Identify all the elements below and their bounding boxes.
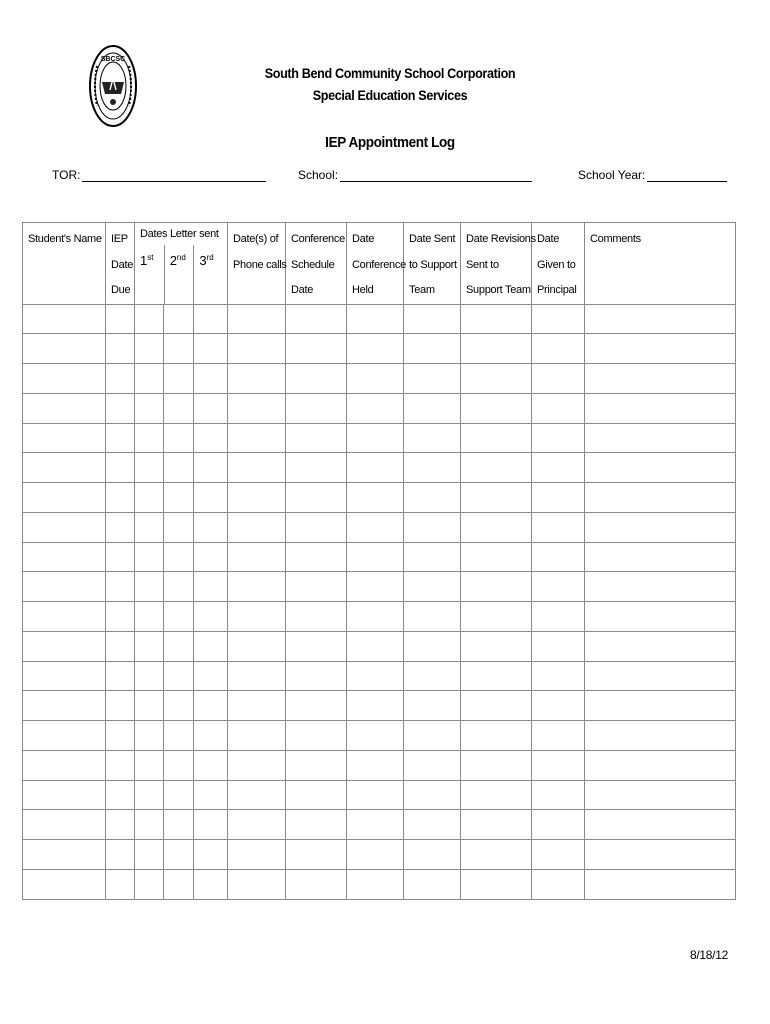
- cell-phone-calls[interactable]: [228, 810, 286, 840]
- cell-sent-support[interactable]: [404, 304, 461, 334]
- cell-letter-3rd[interactable]: [194, 721, 228, 751]
- cell-letter-1st[interactable]: [135, 810, 164, 840]
- cell-letter-3rd[interactable]: [194, 840, 228, 870]
- cell-letter-3rd[interactable]: [194, 602, 228, 632]
- cell-iep-date-due[interactable]: [106, 810, 135, 840]
- cell-letter-1st[interactable]: [135, 691, 164, 721]
- cell-comments[interactable]: [585, 542, 736, 572]
- cell-letter-3rd[interactable]: [194, 364, 228, 394]
- cell-letter-1st[interactable]: [135, 869, 164, 899]
- cell-conference-held[interactable]: [347, 840, 404, 870]
- cell-conference-held[interactable]: [347, 542, 404, 572]
- cell-revisions[interactable]: [461, 721, 532, 751]
- cell-conference-schedule[interactable]: [286, 334, 347, 364]
- cell-conference-held[interactable]: [347, 631, 404, 661]
- col-letter-2nd: 2nd: [164, 245, 194, 304]
- table-row: [23, 364, 736, 394]
- cell-sent-support[interactable]: [404, 334, 461, 364]
- cell-conference-held[interactable]: [347, 423, 404, 453]
- cell-letter-1st[interactable]: [135, 483, 164, 513]
- cell-given-principal[interactable]: [532, 483, 585, 513]
- cell-given-principal[interactable]: [532, 661, 585, 691]
- table-row: [23, 750, 736, 780]
- cell-comments[interactable]: [585, 423, 736, 453]
- cell-conference-schedule[interactable]: [286, 423, 347, 453]
- cell-revisions[interactable]: [461, 840, 532, 870]
- cell-iep-date-due[interactable]: [106, 572, 135, 602]
- cell-phone-calls[interactable]: [228, 840, 286, 870]
- table-row: [23, 721, 736, 751]
- cell-given-principal[interactable]: [532, 810, 585, 840]
- cell-student-name[interactable]: [23, 810, 106, 840]
- cell-revisions[interactable]: [461, 631, 532, 661]
- cell-letter-2nd[interactable]: [164, 572, 194, 602]
- table-row: [23, 542, 736, 572]
- cell-conference-held[interactable]: [347, 810, 404, 840]
- cell-comments[interactable]: [585, 483, 736, 513]
- cell-letter-1st[interactable]: [135, 423, 164, 453]
- cell-given-principal[interactable]: [532, 602, 585, 632]
- cell-student-name[interactable]: [23, 750, 106, 780]
- cell-iep-date-due[interactable]: [106, 691, 135, 721]
- cell-letter-1st[interactable]: [135, 393, 164, 423]
- cell-given-principal[interactable]: [532, 304, 585, 334]
- cell-sent-support[interactable]: [404, 631, 461, 661]
- cell-letter-3rd[interactable]: [194, 869, 228, 899]
- cell-conference-held[interactable]: [347, 393, 404, 423]
- cell-student-name[interactable]: [23, 691, 106, 721]
- table-row: [23, 572, 736, 602]
- cell-conference-held[interactable]: [347, 512, 404, 542]
- cell-phone-calls[interactable]: [228, 572, 286, 602]
- cell-given-principal[interactable]: [532, 512, 585, 542]
- cell-letter-2nd[interactable]: [164, 393, 194, 423]
- cell-conference-held[interactable]: [347, 661, 404, 691]
- school-label: School:: [298, 168, 339, 182]
- cell-letter-2nd[interactable]: [164, 364, 194, 394]
- cell-sent-support[interactable]: [404, 423, 461, 453]
- col-letter-1st: 1st: [140, 253, 154, 268]
- cell-sent-support[interactable]: [404, 780, 461, 810]
- cell-revisions[interactable]: [461, 542, 532, 572]
- cell-iep-date-due[interactable]: [106, 721, 135, 751]
- cell-revisions[interactable]: [461, 453, 532, 483]
- cell-conference-held[interactable]: [347, 364, 404, 394]
- cell-sent-support[interactable]: [404, 840, 461, 870]
- cell-sent-support[interactable]: [404, 453, 461, 483]
- col-phone-calls: Date(s) of Phone calls: [228, 223, 286, 305]
- cell-letter-1st[interactable]: [135, 631, 164, 661]
- cell-letter-2nd[interactable]: [164, 810, 194, 840]
- cell-letter-1st[interactable]: [135, 572, 164, 602]
- cell-phone-calls[interactable]: [228, 483, 286, 513]
- cell-revisions[interactable]: [461, 304, 532, 334]
- table-row: [23, 453, 736, 483]
- tor-field: [52, 168, 266, 182]
- school-seal-icon: [88, 44, 138, 128]
- cell-iep-date-due[interactable]: [106, 840, 135, 870]
- cell-conference-schedule[interactable]: [286, 483, 347, 513]
- cell-conference-schedule[interactable]: [286, 780, 347, 810]
- table-row: [23, 661, 736, 691]
- cell-letter-1st[interactable]: [135, 721, 164, 751]
- cell-phone-calls[interactable]: [228, 423, 286, 453]
- cell-letter-3rd[interactable]: [194, 810, 228, 840]
- cell-phone-calls[interactable]: [228, 721, 286, 751]
- table-row: [23, 691, 736, 721]
- cell-letter-1st[interactable]: [135, 840, 164, 870]
- cell-phone-calls[interactable]: [228, 512, 286, 542]
- col-date-conference-held: Date Conference Held: [347, 223, 404, 305]
- cell-iep-date-due[interactable]: [106, 631, 135, 661]
- cell-comments[interactable]: [585, 780, 736, 810]
- col-student-name: Student's Name: [23, 223, 106, 305]
- cell-sent-support[interactable]: [404, 572, 461, 602]
- cell-conference-schedule[interactable]: [286, 810, 347, 840]
- cell-letter-1st[interactable]: [135, 453, 164, 483]
- cell-student-name[interactable]: [23, 572, 106, 602]
- cell-phone-calls[interactable]: [228, 364, 286, 394]
- department-name: Special Education Services: [312, 87, 468, 103]
- cell-letter-2nd[interactable]: [164, 661, 194, 691]
- cell-conference-schedule[interactable]: [286, 364, 347, 394]
- cell-phone-calls[interactable]: [228, 780, 286, 810]
- cell-phone-calls[interactable]: [228, 334, 286, 364]
- table-row: [23, 512, 736, 542]
- cell-letter-3rd[interactable]: [194, 631, 228, 661]
- cell-letter-2nd[interactable]: [164, 780, 194, 810]
- cell-given-principal[interactable]: [532, 750, 585, 780]
- cell-letter-2nd[interactable]: [164, 750, 194, 780]
- cell-letter-2nd[interactable]: [164, 602, 194, 632]
- cell-student-name[interactable]: [23, 423, 106, 453]
- cell-comments[interactable]: [585, 512, 736, 542]
- cell-revisions[interactable]: [461, 661, 532, 691]
- cell-comments[interactable]: [585, 810, 736, 840]
- cell-conference-held[interactable]: [347, 572, 404, 602]
- cell-conference-held[interactable]: [347, 304, 404, 334]
- cell-phone-calls[interactable]: [228, 869, 286, 899]
- cell-given-principal[interactable]: [532, 453, 585, 483]
- cell-student-name[interactable]: [23, 364, 106, 394]
- cell-student-name[interactable]: [23, 661, 106, 691]
- cell-iep-date-due[interactable]: [106, 423, 135, 453]
- cell-revisions[interactable]: [461, 602, 532, 632]
- cell-student-name[interactable]: [23, 483, 106, 513]
- cell-iep-date-due[interactable]: [106, 750, 135, 780]
- tor-input-line[interactable]: [82, 168, 266, 182]
- cell-iep-date-due[interactable]: [106, 780, 135, 810]
- cell-conference-held[interactable]: [347, 780, 404, 810]
- school-year-input-line[interactable]: [647, 168, 727, 182]
- cell-sent-support[interactable]: [404, 602, 461, 632]
- cell-letter-2nd[interactable]: [164, 453, 194, 483]
- revision-date: 8/18/12: [690, 948, 728, 962]
- cell-comments[interactable]: [585, 572, 736, 602]
- school-field: [298, 168, 532, 182]
- table-row: [23, 304, 736, 334]
- table-row: [23, 780, 736, 810]
- cell-letter-1st[interactable]: [135, 661, 164, 691]
- cell-student-name[interactable]: [23, 631, 106, 661]
- table-body: [23, 304, 736, 899]
- cell-letter-2nd[interactable]: [164, 423, 194, 453]
- cell-sent-support[interactable]: [404, 542, 461, 572]
- cell-student-name[interactable]: [23, 304, 106, 334]
- cell-letter-3rd[interactable]: [194, 780, 228, 810]
- table-row: [23, 840, 736, 870]
- cell-given-principal[interactable]: [532, 572, 585, 602]
- cell-letter-2nd[interactable]: [164, 542, 194, 572]
- cell-student-name[interactable]: [23, 780, 106, 810]
- col-date-sent-support-team: Date Sent to Support Team: [404, 223, 461, 305]
- cell-iep-date-due[interactable]: [106, 334, 135, 364]
- cell-letter-3rd[interactable]: [194, 453, 228, 483]
- cell-comments[interactable]: [585, 691, 736, 721]
- cell-sent-support[interactable]: [404, 750, 461, 780]
- cell-revisions[interactable]: [461, 393, 532, 423]
- cell-revisions[interactable]: [461, 810, 532, 840]
- cell-revisions[interactable]: [461, 483, 532, 513]
- cell-comments[interactable]: [585, 602, 736, 632]
- cell-given-principal[interactable]: [532, 542, 585, 572]
- cell-letter-3rd[interactable]: [194, 423, 228, 453]
- cell-comments[interactable]: [585, 304, 736, 334]
- cell-letter-3rd[interactable]: [194, 691, 228, 721]
- cell-iep-date-due[interactable]: [106, 512, 135, 542]
- cell-revisions[interactable]: [461, 364, 532, 394]
- cell-letter-1st[interactable]: [135, 334, 164, 364]
- cell-conference-held[interactable]: [347, 453, 404, 483]
- cell-iep-date-due[interactable]: [106, 869, 135, 899]
- cell-student-name[interactable]: [23, 840, 106, 870]
- cell-student-name[interactable]: [23, 721, 106, 751]
- cell-letter-1st[interactable]: [135, 364, 164, 394]
- organization-name: South Bend Community School Corporation: [264, 65, 516, 81]
- table-row: [23, 602, 736, 632]
- cell-conference-schedule[interactable]: [286, 869, 347, 899]
- cell-iep-date-due[interactable]: [106, 453, 135, 483]
- cell-letter-1st[interactable]: [135, 780, 164, 810]
- cell-sent-support[interactable]: [404, 483, 461, 513]
- cell-conference-schedule[interactable]: [286, 750, 347, 780]
- cell-letter-2nd[interactable]: [164, 840, 194, 870]
- cell-conference-schedule[interactable]: [286, 393, 347, 423]
- cell-given-principal[interactable]: [532, 840, 585, 870]
- cell-revisions[interactable]: [461, 572, 532, 602]
- cell-conference-schedule[interactable]: [286, 840, 347, 870]
- cell-sent-support[interactable]: [404, 810, 461, 840]
- cell-letter-1st[interactable]: [135, 304, 164, 334]
- cell-student-name[interactable]: [23, 542, 106, 572]
- cell-revisions[interactable]: [461, 334, 532, 364]
- cell-conference-held[interactable]: [347, 869, 404, 899]
- table-row: [23, 483, 736, 513]
- cell-given-principal[interactable]: [532, 393, 585, 423]
- cell-letter-2nd[interactable]: [164, 691, 194, 721]
- cell-conference-schedule[interactable]: [286, 661, 347, 691]
- cell-letter-2nd[interactable]: [164, 869, 194, 899]
- cell-given-principal[interactable]: [532, 423, 585, 453]
- cell-comments[interactable]: [585, 840, 736, 870]
- school-input-line[interactable]: [340, 168, 532, 182]
- table-row: [23, 810, 736, 840]
- cell-iep-date-due[interactable]: [106, 542, 135, 572]
- cell-comments[interactable]: [585, 721, 736, 751]
- col-date-revisions: Date Revisions Sent to Support Team: [461, 223, 532, 305]
- cell-letter-2nd[interactable]: [164, 631, 194, 661]
- cell-letter-3rd[interactable]: [194, 542, 228, 572]
- cell-given-principal[interactable]: [532, 334, 585, 364]
- cell-given-principal[interactable]: [532, 364, 585, 394]
- cell-given-principal[interactable]: [532, 869, 585, 899]
- cell-conference-schedule[interactable]: [286, 691, 347, 721]
- table-row: [23, 423, 736, 453]
- cell-conference-held[interactable]: [347, 691, 404, 721]
- cell-conference-schedule[interactable]: [286, 572, 347, 602]
- cell-letter-1st[interactable]: [135, 512, 164, 542]
- cell-conference-schedule[interactable]: [286, 721, 347, 751]
- school-year-label: School Year:: [578, 168, 646, 182]
- cell-sent-support[interactable]: [404, 364, 461, 394]
- cell-student-name[interactable]: [23, 869, 106, 899]
- cell-letter-3rd[interactable]: [194, 334, 228, 364]
- cell-comments[interactable]: [585, 393, 736, 423]
- cell-letter-3rd[interactable]: [194, 661, 228, 691]
- table-header-row: [23, 223, 736, 305]
- cell-revisions[interactable]: [461, 423, 532, 453]
- cell-phone-calls[interactable]: [228, 691, 286, 721]
- cell-given-principal[interactable]: [532, 780, 585, 810]
- col-letter-3rd: 3rd: [193, 245, 227, 304]
- cell-comments[interactable]: [585, 453, 736, 483]
- cell-sent-support[interactable]: [404, 661, 461, 691]
- cell-iep-date-due[interactable]: [106, 393, 135, 423]
- table-row: [23, 869, 736, 899]
- cell-letter-1st[interactable]: [135, 602, 164, 632]
- cell-letter-3rd[interactable]: [194, 393, 228, 423]
- cell-given-principal[interactable]: [532, 691, 585, 721]
- col-date-given-principal: Date Given to Principal: [532, 223, 585, 305]
- cell-given-principal[interactable]: [532, 631, 585, 661]
- cell-letter-2nd[interactable]: [164, 334, 194, 364]
- cell-letter-1st[interactable]: [135, 542, 164, 572]
- cell-letter-3rd[interactable]: [194, 512, 228, 542]
- col-conference-schedule-date: Conference Schedule Date: [286, 223, 347, 305]
- cell-conference-held[interactable]: [347, 334, 404, 364]
- cell-student-name[interactable]: [23, 393, 106, 423]
- cell-phone-calls[interactable]: [228, 304, 286, 334]
- cell-student-name[interactable]: [23, 453, 106, 483]
- cell-conference-schedule[interactable]: [286, 631, 347, 661]
- cell-letter-3rd[interactable]: [194, 483, 228, 513]
- cell-comments[interactable]: [585, 364, 736, 394]
- cell-revisions[interactable]: [461, 750, 532, 780]
- cell-revisions[interactable]: [461, 691, 532, 721]
- cell-conference-schedule[interactable]: [286, 512, 347, 542]
- cell-conference-held[interactable]: [347, 750, 404, 780]
- cell-phone-calls[interactable]: [228, 393, 286, 423]
- cell-revisions[interactable]: [461, 780, 532, 810]
- cell-letter-2nd[interactable]: [164, 483, 194, 513]
- cell-sent-support[interactable]: [404, 869, 461, 899]
- cell-letter-2nd[interactable]: [164, 721, 194, 751]
- cell-iep-date-due[interactable]: [106, 661, 135, 691]
- cell-iep-date-due[interactable]: [106, 364, 135, 394]
- col-comments: Comments: [585, 223, 736, 305]
- cell-conference-schedule[interactable]: [286, 542, 347, 572]
- dates-letter-sent-label: Dates Letter sent: [140, 228, 219, 240]
- cell-iep-date-due[interactable]: [106, 602, 135, 632]
- cell-phone-calls[interactable]: [228, 631, 286, 661]
- cell-conference-schedule[interactable]: [286, 602, 347, 632]
- cell-sent-support[interactable]: [404, 691, 461, 721]
- cell-letter-1st[interactable]: [135, 750, 164, 780]
- cell-phone-calls[interactable]: [228, 542, 286, 572]
- cell-comments[interactable]: [585, 869, 736, 899]
- cell-conference-schedule[interactable]: [286, 453, 347, 483]
- cell-given-principal[interactable]: [532, 721, 585, 751]
- cell-phone-calls[interactable]: [228, 750, 286, 780]
- cell-comments[interactable]: [585, 631, 736, 661]
- tor-label: TOR:: [52, 168, 81, 182]
- cell-letter-3rd[interactable]: [194, 304, 228, 334]
- cell-conference-held[interactable]: [347, 721, 404, 751]
- appointment-log-table: [22, 222, 736, 900]
- cell-sent-support[interactable]: [404, 721, 461, 751]
- cell-letter-3rd[interactable]: [194, 572, 228, 602]
- col-dates-letter-sent: [135, 223, 228, 305]
- cell-letter-3rd[interactable]: [194, 750, 228, 780]
- cell-comments[interactable]: [585, 750, 736, 780]
- cell-phone-calls[interactable]: [228, 661, 286, 691]
- table-row: [23, 631, 736, 661]
- cell-iep-date-due[interactable]: [106, 483, 135, 513]
- cell-conference-held[interactable]: [347, 483, 404, 513]
- school-year-field: [578, 168, 727, 182]
- cell-comments[interactable]: [585, 334, 736, 364]
- cell-student-name[interactable]: [23, 512, 106, 542]
- svg-text:SBCSC: SBCSC: [100, 56, 126, 63]
- cell-conference-schedule[interactable]: [286, 304, 347, 334]
- col-iep-date-due: IEP Date Due: [106, 223, 135, 305]
- cell-letter-2nd[interactable]: [164, 304, 194, 334]
- cell-student-name[interactable]: [23, 602, 106, 632]
- cell-revisions[interactable]: [461, 869, 532, 899]
- document-title: IEP Appointment Log: [325, 134, 455, 151]
- cell-iep-date-due[interactable]: [106, 304, 135, 334]
- table-row: [23, 393, 736, 423]
- cell-phone-calls[interactable]: [228, 453, 286, 483]
- cell-student-name[interactable]: [23, 334, 106, 364]
- cell-phone-calls[interactable]: [228, 602, 286, 632]
- table-row: [23, 334, 736, 364]
- cell-revisions[interactable]: [461, 512, 532, 542]
- cell-conference-held[interactable]: [347, 602, 404, 632]
- cell-sent-support[interactable]: [404, 393, 461, 423]
- cell-comments[interactable]: [585, 661, 736, 691]
- cell-sent-support[interactable]: [404, 512, 461, 542]
- cell-letter-2nd[interactable]: [164, 512, 194, 542]
